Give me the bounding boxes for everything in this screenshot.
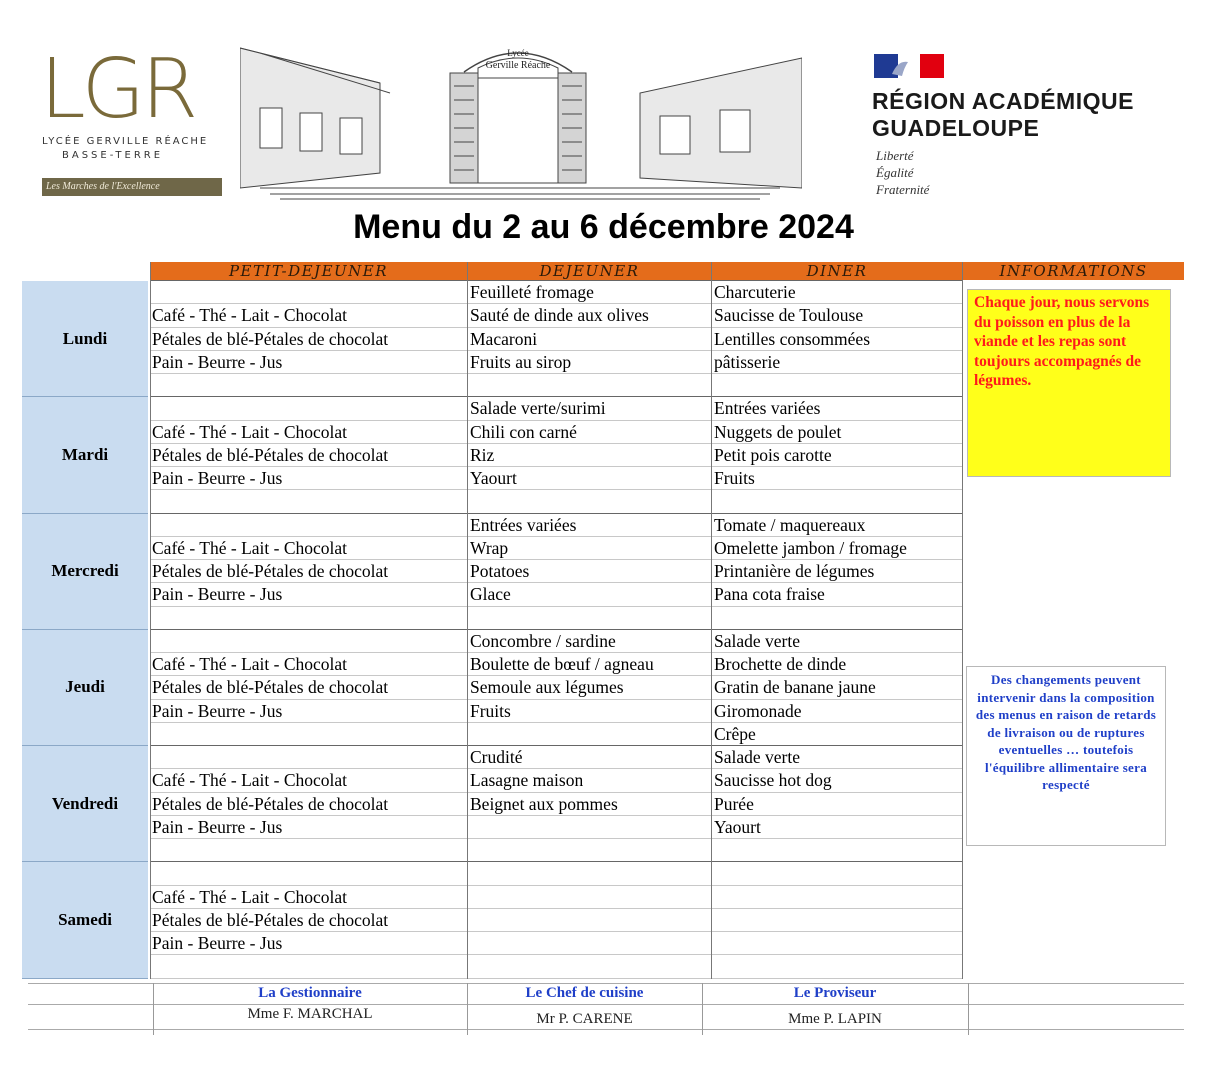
menu-item-petit-dejeuner (150, 862, 467, 885)
school-building-sketch (240, 38, 802, 200)
menu-item-petit-dejeuner: Pain - Beurre - Jus (150, 351, 467, 374)
signature-top-line (28, 983, 1184, 984)
menu-item-dejeuner: Salade verte/surimi (468, 397, 711, 420)
menu-item-dejeuner (468, 816, 711, 839)
signature-title-proviseur: Le Proviseur (793, 985, 877, 1001)
menu-item-dejeuner: Boulette de bœuf / agneau (468, 653, 711, 676)
column-divider (150, 262, 151, 979)
menu-item-dejeuner: Chili con carné (468, 421, 711, 444)
info-box-changements: Des changements peuvent intervenir dans la composition des menus en raison de retards de livraison ou de ruptures eventuelles … toutefois l'équilibre allimentaire sera respecté (966, 666, 1166, 846)
menu-item-diner (712, 607, 962, 630)
menu-item-diner: Nuggets de poulet (712, 421, 962, 444)
column-header-diner: DINER (712, 262, 963, 280)
menu-item-petit-dejeuner: Pétales de blé-Pétales de chocolat (150, 909, 467, 932)
menu-item-petit-dejeuner: Pain - Beurre - Jus (150, 583, 467, 606)
lgr-logo-letters: LGR (40, 42, 195, 137)
menu-item-diner (712, 932, 962, 955)
menu-item-dejeuner: Wrap (468, 537, 711, 560)
menu-item-dejeuner: Fruits au sirop (468, 351, 711, 374)
menu-item-petit-dejeuner (150, 839, 467, 862)
column-divider (962, 262, 963, 979)
menu-item-petit-dejeuner (150, 374, 467, 397)
menu-item-diner: Saucisse hot dog (712, 769, 962, 792)
sketch-sign-line2: Gerville Réache (485, 60, 551, 71)
day-lundi: Lundi (22, 281, 148, 397)
menu-item-dejeuner: Potatoes (468, 560, 711, 583)
menu-item-dejeuner: Semoule aux légumes (468, 676, 711, 699)
menu-item-dejeuner: Sauté de dinde aux olives (468, 304, 711, 327)
menu-item-diner: Charcuterie (712, 281, 962, 304)
menu-item-petit-dejeuner: Café - Thé - Lait - Chocolat (150, 537, 467, 560)
info-box-poisson: Chaque jour, nous servons du poisson en plus de la viande et les repas sont toujours accompagnés de légumes. (967, 289, 1171, 477)
menu-item-diner (712, 909, 962, 932)
lgr-motto: Les Marches de l'Excellence (42, 178, 222, 196)
menu-item-petit-dejeuner (150, 746, 467, 769)
menu-item-diner (712, 862, 962, 885)
lgr-logo (40, 42, 225, 200)
menu-item-diner: Gratin de banane jaune (712, 676, 962, 699)
menu-item-dejeuner: Lasagne maison (468, 769, 711, 792)
day-vendredi: Vendredi (22, 746, 148, 862)
menu-item-dejeuner (468, 839, 711, 862)
menu-item-diner (712, 374, 962, 397)
signature-name-proviseur: Mme P. LAPIN (788, 1011, 882, 1027)
menu-item-dejeuner: Crudité (468, 746, 711, 769)
menu-item-petit-dejeuner (150, 607, 467, 630)
menu-item-petit-dejeuner: Pain - Beurre - Jus (150, 467, 467, 490)
menu-item-dejeuner: Riz (468, 444, 711, 467)
menu-item-petit-dejeuner: Café - Thé - Lait - Chocolat (150, 421, 467, 444)
menu-item-dejeuner: Feuilleté fromage (468, 281, 711, 304)
menu-item-dejeuner (468, 886, 711, 909)
menu-item-petit-dejeuner: Café - Thé - Lait - Chocolat (150, 769, 467, 792)
menu-item-petit-dejeuner (150, 723, 467, 746)
signature-title-chef-cuisine: Le Chef de cuisine (525, 985, 644, 1001)
column-divider (711, 262, 712, 979)
menu-item-petit-dejeuner (150, 281, 467, 304)
signature-title-gestionnaire: La Gestionnaire (258, 985, 362, 1001)
menu-item-diner: Tomate / maquereaux (712, 514, 962, 537)
menu-item-dejeuner (468, 955, 711, 978)
region-motto-liberte: Liberté (876, 148, 914, 163)
menu-item-dejeuner: Glace (468, 583, 711, 606)
region-line1: RÉGION ACADÉMIQUE (872, 88, 1134, 114)
menu-item-diner: Yaourt (712, 816, 962, 839)
menu-item-dejeuner (468, 607, 711, 630)
menu-item-petit-dejeuner (150, 955, 467, 978)
menu-item-diner: Salade verte (712, 746, 962, 769)
menu-item-petit-dejeuner: Pétales de blé-Pétales de chocolat (150, 444, 467, 467)
menu-item-dejeuner: Concombre / sardine (468, 630, 711, 653)
page-title: Menu du 2 au 6 décembre 2024 (353, 208, 854, 246)
menu-item-petit-dejeuner (150, 514, 467, 537)
menu-item-dejeuner: Yaourt (468, 467, 711, 490)
menu-item-dejeuner: Macaroni (468, 328, 711, 351)
region-motto-fraternite: Fraternité (876, 182, 930, 197)
menu-item-diner: pâtisserie (712, 351, 962, 374)
menu-item-diner: Omelette jambon / fromage (712, 537, 962, 560)
region-line2: GUADELOUPE (872, 115, 1040, 141)
signature-name-gestionnaire: Mme F. MARCHAL (247, 1006, 373, 1022)
sketch-sign-line1: Lycée (507, 48, 529, 58)
menu-item-petit-dejeuner: Pain - Beurre - Jus (150, 700, 467, 723)
menu-item-petit-dejeuner (150, 397, 467, 420)
region-academique-logo (872, 52, 1192, 202)
menu-item-diner: Salade verte (712, 630, 962, 653)
menu-item-dejeuner (468, 723, 711, 746)
menu-item-diner: Saucisse de Toulouse (712, 304, 962, 327)
day-jeudi: Jeudi (22, 630, 148, 746)
menu-item-dejeuner (468, 862, 711, 885)
menu-item-diner (712, 839, 962, 862)
menu-item-diner: Petit pois carotte (712, 444, 962, 467)
menu-item-petit-dejeuner: Café - Thé - Lait - Chocolat (150, 304, 467, 327)
menu-item-petit-dejeuner (150, 490, 467, 513)
menu-item-diner (712, 955, 962, 978)
column-divider (467, 262, 468, 979)
column-header-dejeuner: DEJEUNER (468, 262, 712, 280)
menu-item-diner: Purée (712, 793, 962, 816)
menu-item-diner: Giromonade (712, 700, 962, 723)
menu-item-diner (712, 886, 962, 909)
menu-item-petit-dejeuner: Pétales de blé-Pétales de chocolat (150, 676, 467, 699)
day-mercredi: Mercredi (22, 514, 148, 630)
day-mardi: Mardi (22, 397, 148, 513)
menu-item-dejeuner: Beignet aux pommes (468, 793, 711, 816)
menu-item-petit-dejeuner: Pétales de blé-Pétales de chocolat (150, 793, 467, 816)
menu-item-diner: Brochette de dinde (712, 653, 962, 676)
lgr-school-name: LYCÉE GERVILLE RÉACHE (42, 136, 209, 147)
menu-item-petit-dejeuner: Pétales de blé-Pétales de chocolat (150, 328, 467, 351)
day-samedi: Samedi (22, 862, 148, 978)
column-header-informations: INFORMATIONS (963, 262, 1185, 280)
menu-item-dejeuner (468, 932, 711, 955)
signature-bottom-line (28, 1029, 1184, 1030)
menu-item-dejeuner (468, 374, 711, 397)
menu-item-petit-dejeuner: Café - Thé - Lait - Chocolat (150, 653, 467, 676)
marianne-flag-icon (874, 54, 944, 78)
menu-item-petit-dejeuner: Pain - Beurre - Jus (150, 932, 467, 955)
column-header-petit-dejeuner: PETIT-DEJEUNER (150, 262, 468, 280)
signature-name-chef-cuisine: Mr P. CARENE (536, 1011, 633, 1027)
menu-item-diner (712, 490, 962, 513)
region-motto-egalite: Égalité (876, 165, 914, 180)
menu-item-diner: Entrées variées (712, 397, 962, 420)
menu-item-petit-dejeuner (150, 630, 467, 653)
menu-item-petit-dejeuner: Pain - Beurre - Jus (150, 816, 467, 839)
signature-divider (968, 983, 969, 1035)
menu-item-dejeuner (468, 490, 711, 513)
lgr-city: BASSE-TERRE (62, 150, 164, 161)
menu-item-diner: Lentilles consommées (712, 328, 962, 351)
menu-item-dejeuner (468, 909, 711, 932)
menu-item-diner: Crêpe (712, 723, 962, 746)
menu-item-petit-dejeuner: Café - Thé - Lait - Chocolat (150, 886, 467, 909)
menu-item-dejeuner: Fruits (468, 700, 711, 723)
menu-item-diner: Printanière de légumes (712, 560, 962, 583)
menu-item-diner: Fruits (712, 467, 962, 490)
menu-item-petit-dejeuner: Pétales de blé-Pétales de chocolat (150, 560, 467, 583)
signature-mid-line (28, 1004, 1184, 1005)
menu-item-diner: Pana cota fraise (712, 583, 962, 606)
menu-item-dejeuner: Entrées variées (468, 514, 711, 537)
